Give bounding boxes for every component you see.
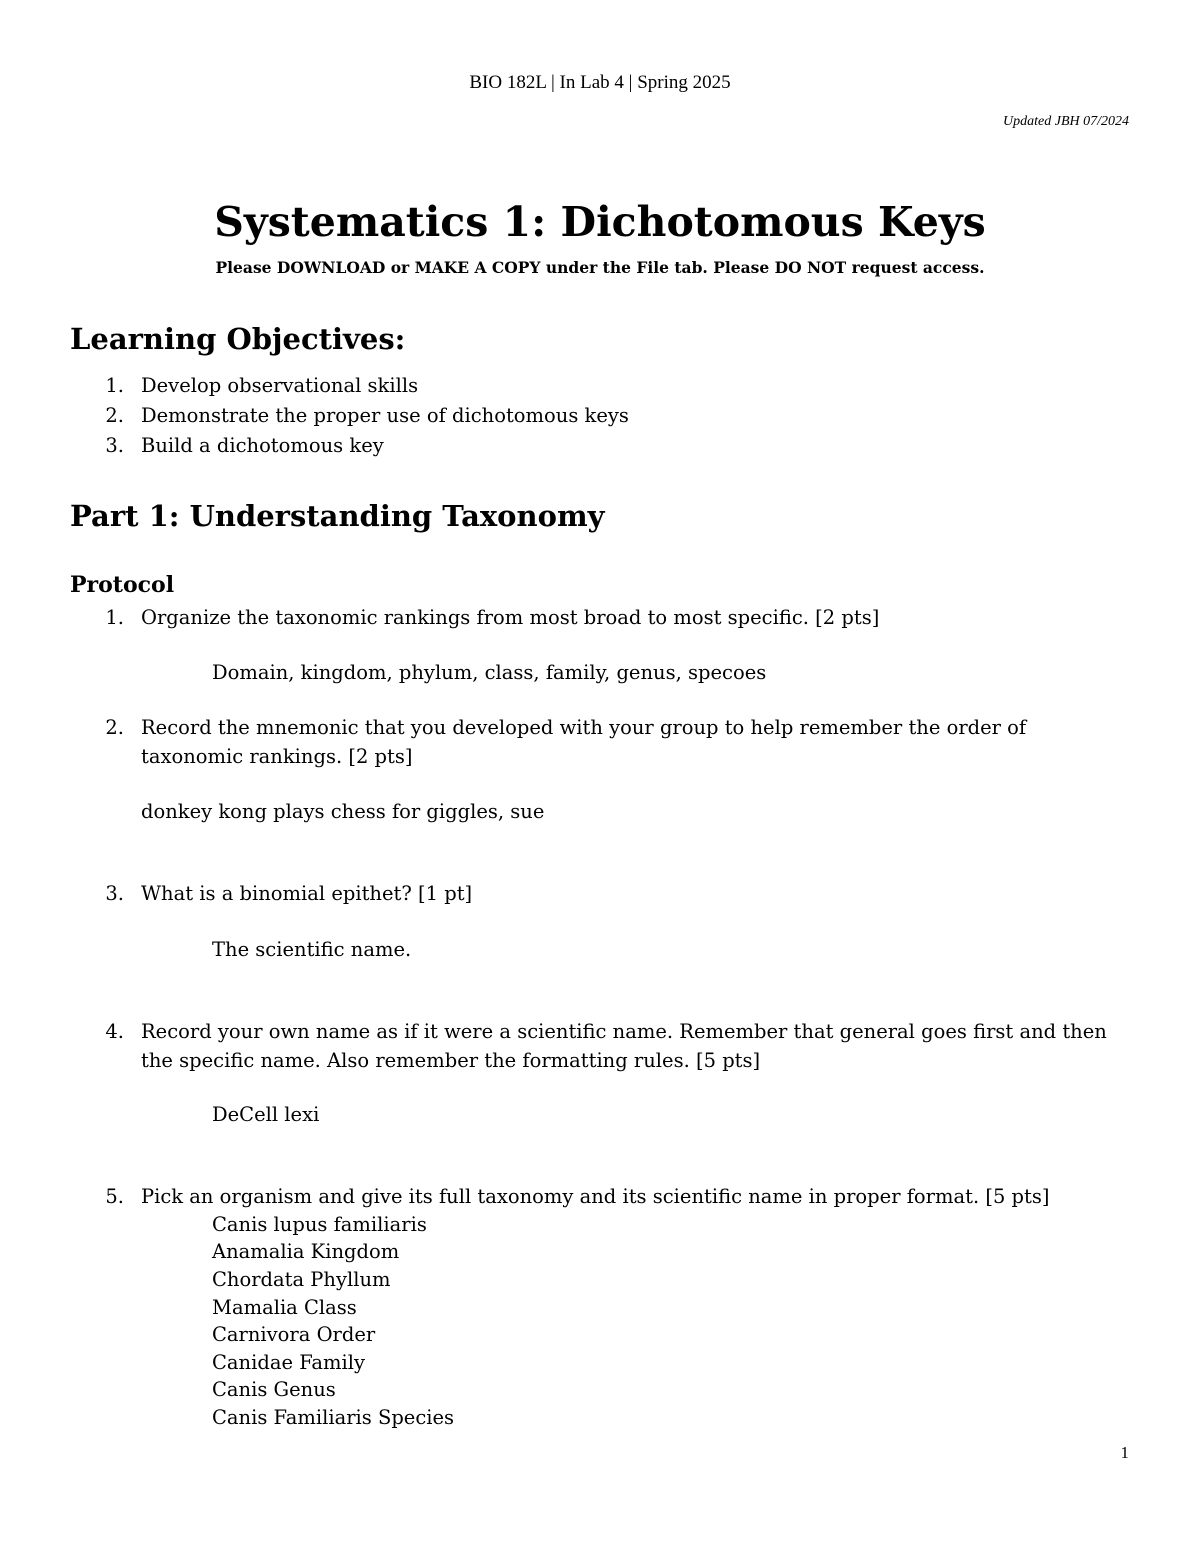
part1-heading: Part 1: Understanding Taxonomy: [70, 499, 605, 533]
page-title: Systematics 1: Dichotomous Keys: [214, 198, 986, 246]
updated-note: Updated JBH 07/2024: [1003, 114, 1129, 129]
answer-text: Anamalia Kingdom: [212, 1240, 400, 1263]
question-text: What is a binomial epithet? [1 pt]: [141, 882, 473, 905]
answer-text: donkey kong plays chess for giggles, sue: [141, 800, 545, 823]
answer-text: Canis Familiaris Species: [212, 1406, 455, 1429]
answer-text: The scientific name.: [212, 938, 412, 961]
objective-item: Build a dichotomous key: [141, 434, 384, 457]
question-text: the specific name. Also remember the formatting rules. [5 pts]: [141, 1049, 761, 1072]
objective-number: 2.: [105, 404, 124, 427]
answer-text: Chordata Phyllum: [212, 1268, 391, 1291]
answer-text: Canis lupus familiaris: [212, 1213, 427, 1236]
objective-item: Develop observational skills: [141, 374, 419, 397]
page-number: 1: [1120, 1443, 1129, 1462]
question-text: taxonomic rankings. [2 pts]: [141, 745, 413, 768]
question-number: 3.: [105, 882, 124, 905]
question-number: 1.: [105, 606, 124, 629]
objectives-heading: Learning Objectives:: [70, 322, 406, 356]
answer-text: Canidae Family: [212, 1351, 366, 1374]
protocol-heading: Protocol: [70, 572, 175, 598]
page-subtitle: Please DOWNLOAD or MAKE A COPY under the File tab. Please DO NOT request access.: [215, 258, 985, 277]
course-header: BIO 182L | In Lab 4 | Spring 2025: [469, 72, 731, 93]
question-number: 2.: [105, 716, 124, 739]
question-number: 5.: [105, 1185, 124, 1208]
answer-text: Canis Genus: [212, 1378, 336, 1401]
question-text: Organize the taxonomic rankings from most broad to most specific. [2 pts]: [141, 606, 880, 629]
objective-number: 3.: [105, 434, 124, 457]
answer-text: Mamalia Class: [212, 1296, 357, 1319]
question-text: Pick an organism and give its full taxonomy and its scientific name in proper format. [5 pts]: [141, 1185, 1050, 1208]
answer-text: Domain, kingdom, phylum, class, family, genus, specoes: [212, 661, 767, 684]
objective-item: Demonstrate the proper use of dichotomous keys: [141, 404, 629, 427]
question-number: 4.: [105, 1020, 124, 1043]
answer-text: DeCell lexi: [212, 1103, 320, 1126]
question-text: Record the mnemonic that you developed with your group to help remember the order of: [141, 716, 1027, 739]
objective-number: 1.: [105, 374, 124, 397]
answer-text: Carnivora Order: [212, 1323, 376, 1346]
question-text: Record your own name as if it were a scientific name. Remember that general goes first and then: [141, 1020, 1107, 1043]
